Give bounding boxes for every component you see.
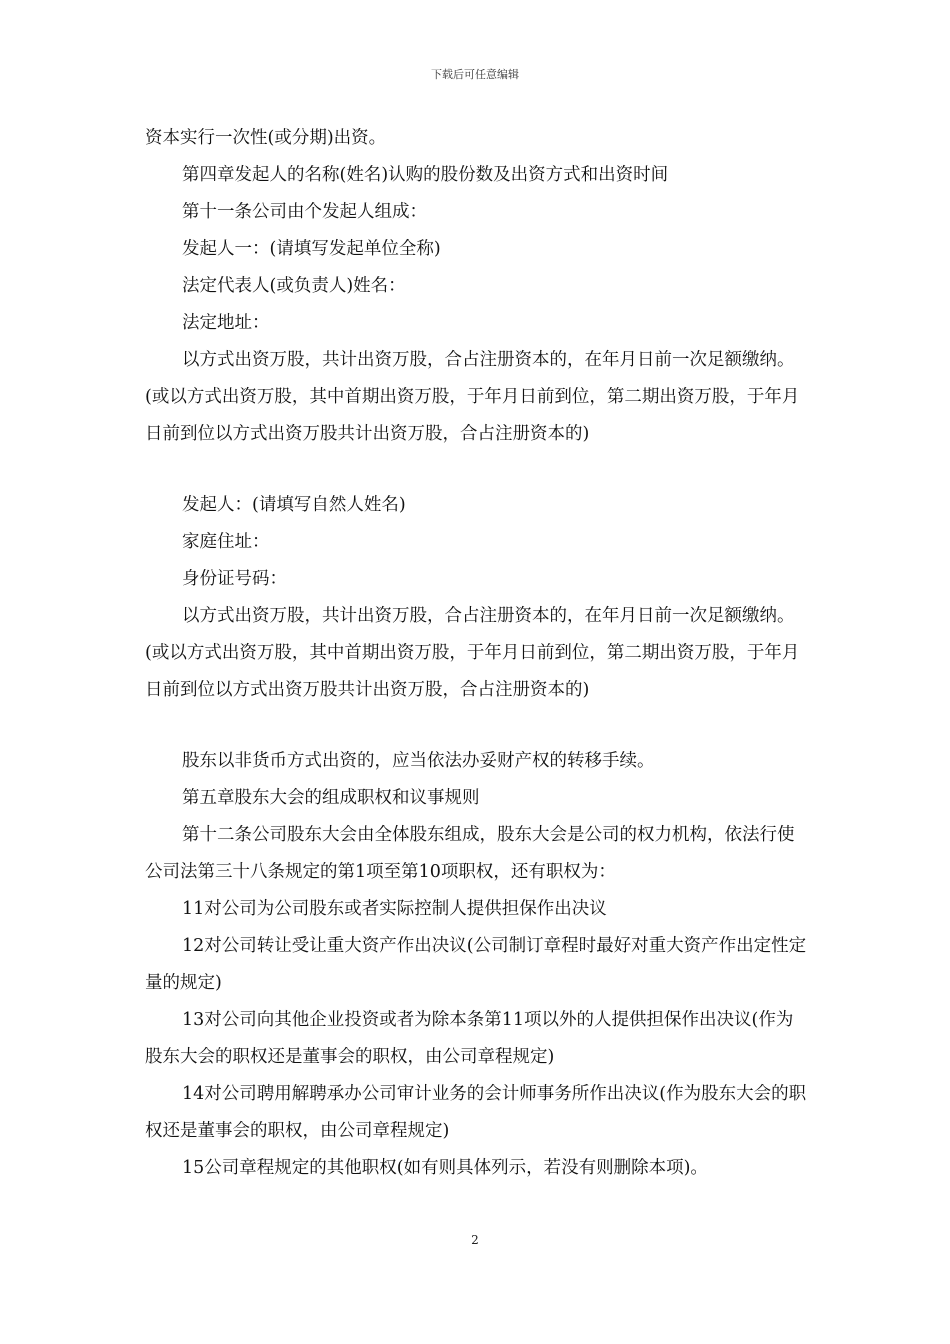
blank-line <box>145 709 810 743</box>
chapter-five-title: 第五章股东大会的组成职权和议事规则 <box>182 788 480 808</box>
document-body <box>145 120 810 1187</box>
founder-one: 发起人一：(请填写发起单位全称) <box>182 239 441 259</box>
article-eleven: 第十一条公司由个发起人组成： <box>182 202 427 222</box>
page-number: 2 <box>471 1233 479 1247</box>
legal-representative: 法定代表人(或负责人)姓名： <box>182 276 406 296</box>
item-14: 14对公司聘用解聘承办公司审计业务的会计师事务所作出决议(作为股东大会的职权还是董事会的职权，由公司章程规定) <box>145 1084 807 1141</box>
founder-one-contribution: 以方式出资万股，共计出资万股，合占注册资本的，在年月日前一次足额缴纳。(或以方式出资万股，其中首期出资万股，于年月日前到位，第二期出资万股，于年月日前到位以方式出资万股共计出资万股，合占注册资本的) <box>145 350 800 444</box>
founder-person: 发起人：(请填写自然人姓名) <box>182 495 406 515</box>
chapter-four-title: 第四章发起人的名称(姓名)认购的股份数及出资方式和出资时间 <box>182 165 669 185</box>
non-monetary-contribution: 股东以非货币方式出资的，应当依法办妥财产权的转移手续。 <box>182 751 655 771</box>
item-11: 11对公司为公司股东或者实际控制人提供担保作出决议 <box>182 899 607 919</box>
home-address: 家庭住址： <box>182 532 270 552</box>
item-15: 15公司章程规定的其他职权(如有则具体列示，若没有则删除本项)。 <box>182 1158 708 1178</box>
blank-line <box>145 453 810 487</box>
id-number: 身份证号码： <box>182 569 287 589</box>
item-13: 13对公司向其他企业投资或者为除本条第11项以外的人提供担保作出决议(作为股东大会的职权还是董事会的职权，由公司章程规定) <box>145 1010 794 1067</box>
item-12: 12对公司转让受让重大资产作出决议(公司制订章程时最好对重大资产作出定性定量的规定) <box>145 936 807 993</box>
paragraph-capital: 资本实行一次性(或分期)出资。 <box>145 128 387 148</box>
legal-address: 法定地址： <box>182 313 270 333</box>
article-twelve: 第十二条公司股东大会由全体股东组成，股东大会是公司的权力机构，依法行使公司法第三十八条规定的第1项至第10项职权，还有职权为： <box>145 825 795 882</box>
founder-person-contribution: 以方式出资万股，共计出资万股，合占注册资本的，在年月日前一次足额缴纳。(或以方式出资万股，其中首期出资万股，于年月日前到位，第二期出资万股，于年月日前到位以方式出资万股共计出资万股，合占注册资本的) <box>145 606 800 700</box>
page-header: 下载后可任意编辑 <box>431 68 519 81</box>
